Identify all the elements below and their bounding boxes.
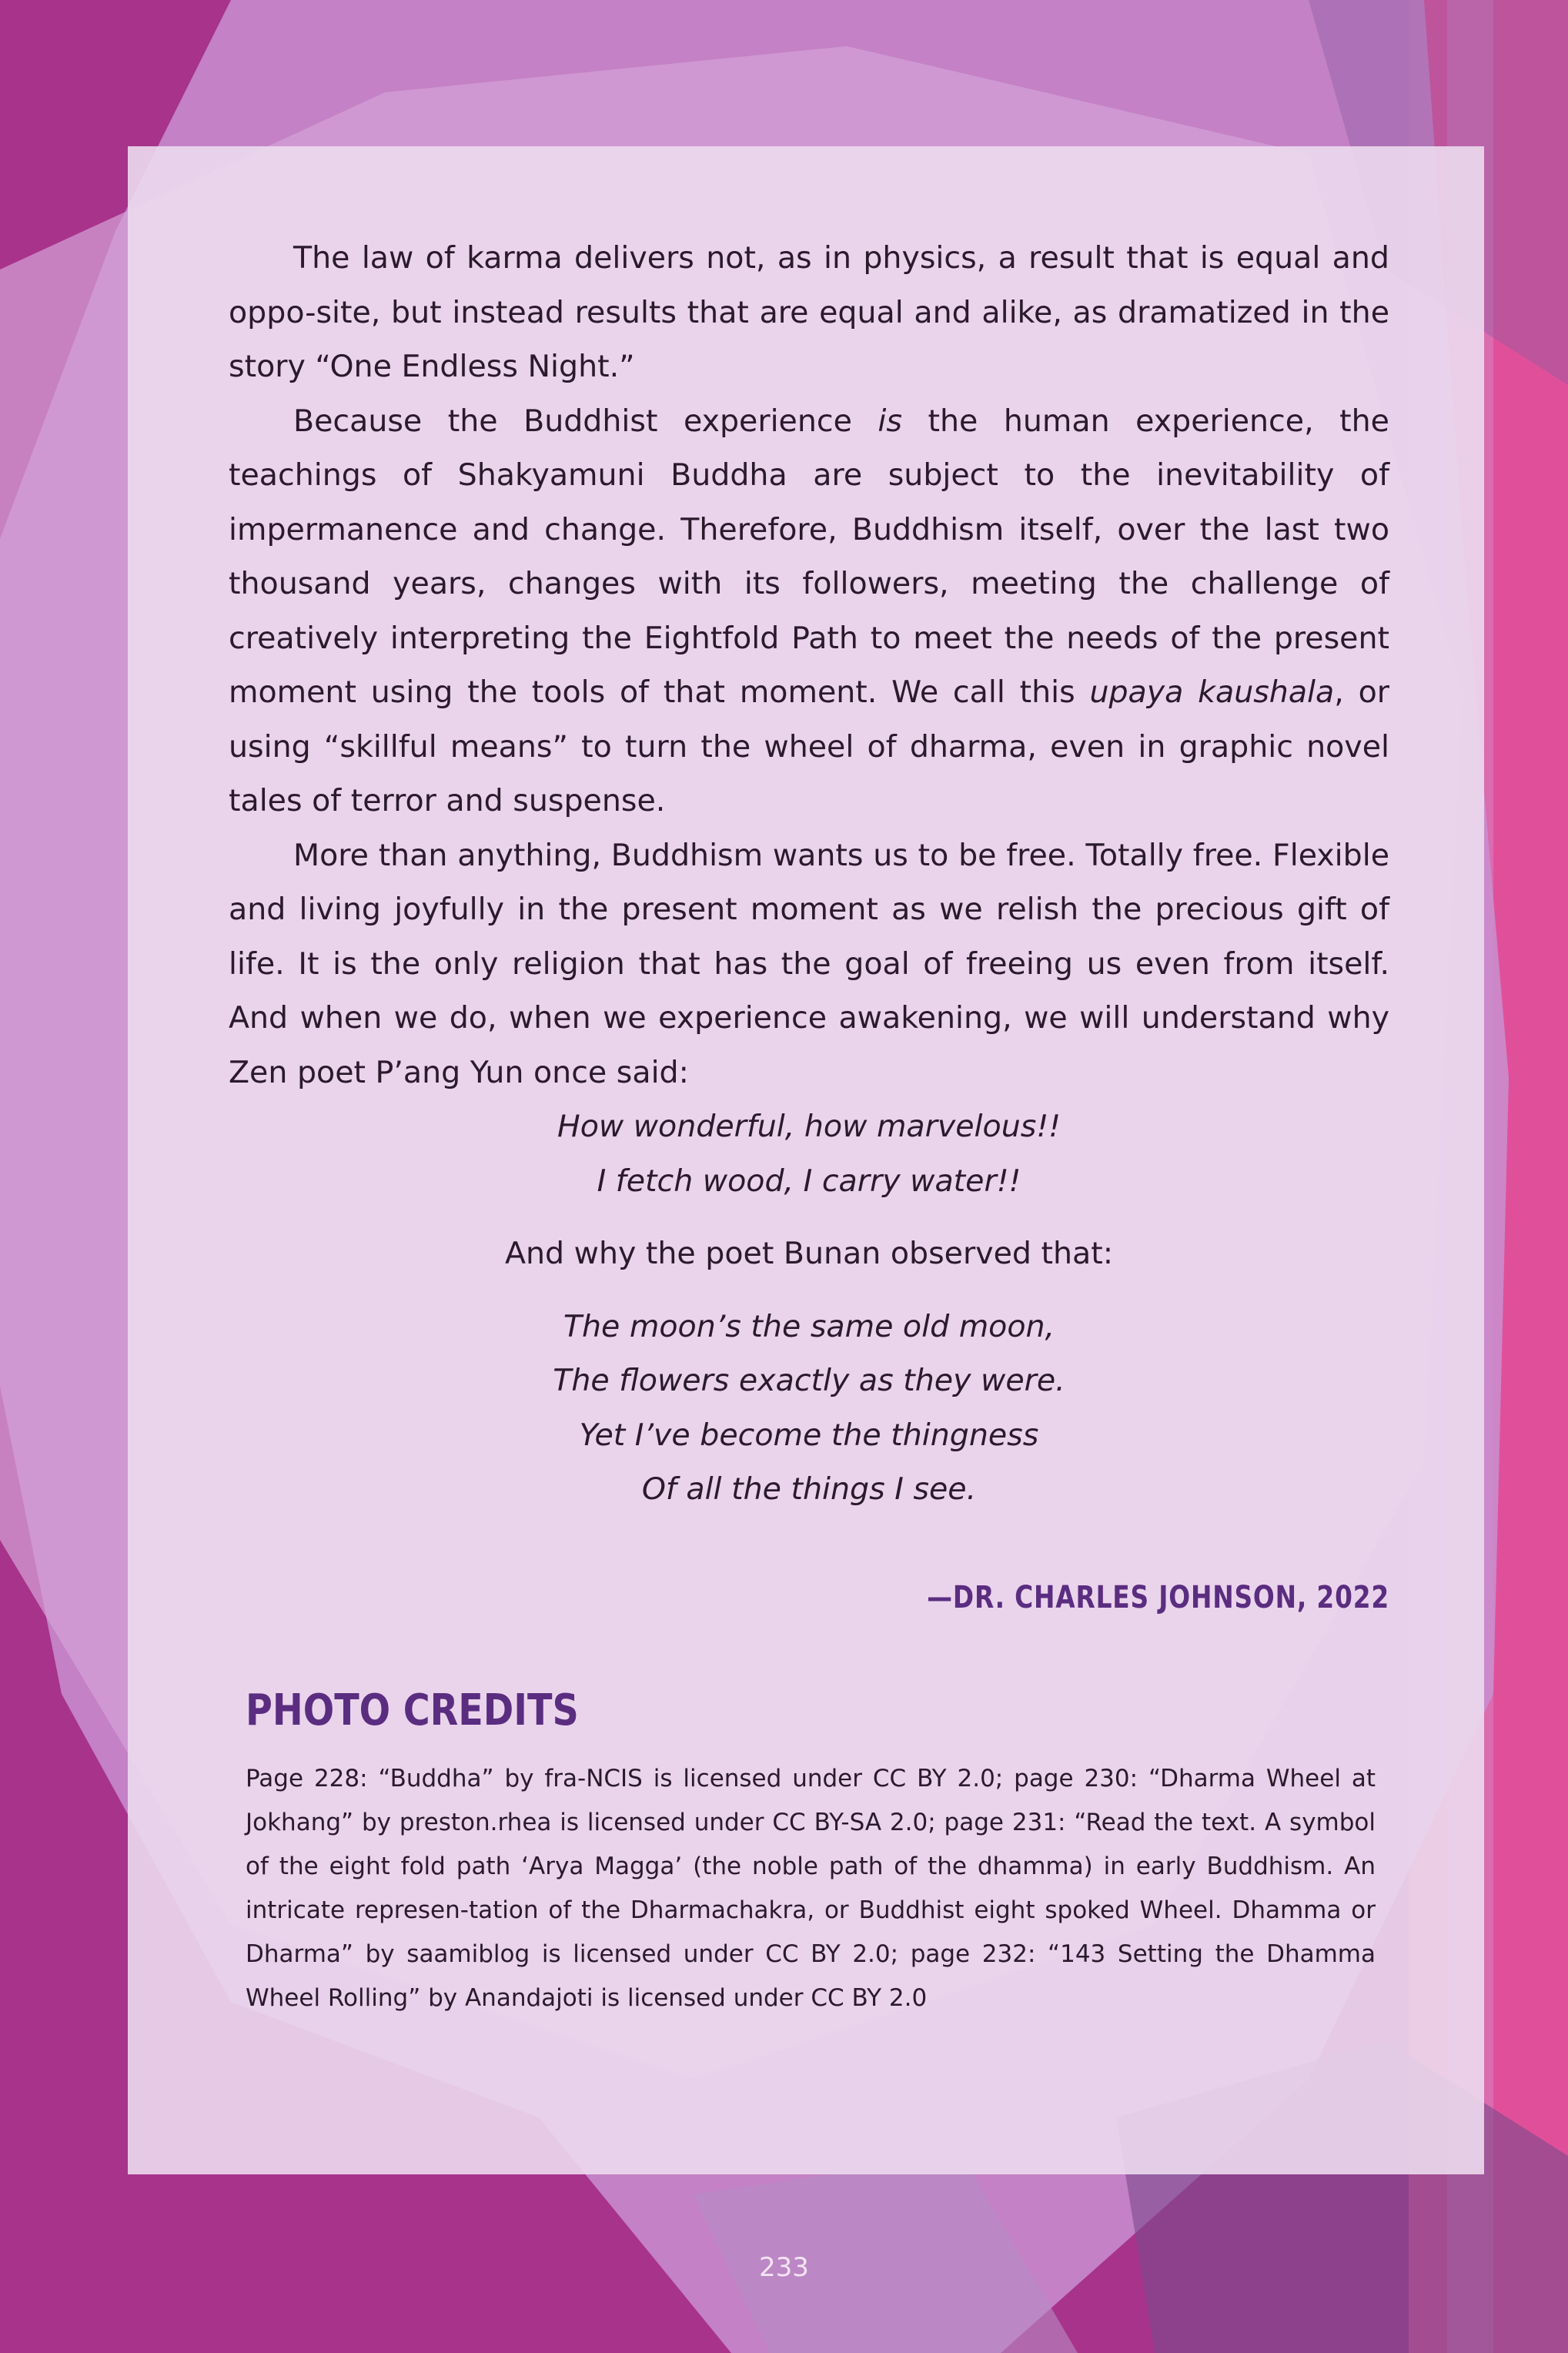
- paragraph-text: Because the Buddhist experience: [293, 403, 878, 439]
- verse-line: The moon’s the same old moon,: [563, 1308, 1055, 1344]
- emphasis-upaya-kaushala: upaya kaushala: [1089, 674, 1335, 710]
- verse-line: The flowers exactly as they were.: [553, 1363, 1065, 1398]
- author-signature: —DR. CHARLES JOHNSON, 2022: [927, 1579, 1389, 1615]
- verse-pang-yun: [229, 1100, 1389, 1208]
- verse-line: I fetch wood, I carry water!!: [597, 1163, 1021, 1199]
- verse-line: How wonderful, how marvelous!!: [557, 1109, 1061, 1144]
- paragraph-karma: The law of karma delivers not, as in physics, a result that is equal and oppo-site, but instead results that are equal and alike, as dramatized in the story “One Endless Night.”: [229, 240, 1389, 384]
- paragraph-freedom: More than anything, Buddhism wants us to be free. Totally free. Flexible and living joyfully in the present moment as we relish the precious gift of life. It is the only religion that has the goal of freeing us even from itself. And when we do, when we experience awakening, we will understand why Zen poet P’ang Yun once said:: [229, 837, 1389, 1090]
- verse-bunan: [229, 1300, 1389, 1517]
- paragraph-text: the human experience, the teachings of Shakyamuni Buddha are subject to the inevitability of impermanence and change. Therefore, Buddhism itself, over the last two thousand years, changes with its followers, meeting the challenge of creatively interpreting the Eightfold Path to meet the needs of the present moment using the tools of that moment. We call this: [229, 403, 1389, 710]
- emphasis-is: is: [878, 403, 902, 439]
- text-panel: [128, 146, 1484, 2174]
- paragraph-buddhist-experience: [229, 394, 1389, 828]
- photo-credits-heading: PHOTO CREDITS: [246, 1685, 579, 1735]
- page-number: 233: [759, 2252, 809, 2283]
- photo-credits-text: Page 228: “Buddha” by fra-NCIS is licensed under CC BY 2.0; page 230: “Dharma Wheel at Jokhang” by preston.rhea is licensed under CC BY-SA 2.0; page 231: “Read the text. A symbol of the eight fold path ‘Arya Magga’ (the noble path of the dhamma) in early Buddhism. An intricate represen-tation of the Dharmachakra, or Buddhist eight spoked Wheel. Dhamma or Dharma” by saamiblog is licensed under CC BY 2.0; page 232: “143 Setting the Dhamma Wheel Rolling” by Anandajoti is licensed under CC BY 2.0: [246, 1765, 1376, 2012]
- paragraph-text: , or using “skillful means” to turn the wheel of dharma, even in graphic novel tales of terror and suspense.: [229, 674, 1389, 818]
- verse-line: Yet I’ve become the thingness: [579, 1417, 1039, 1453]
- bridge-line: And why the poet Bunan observed that:: [504, 1236, 1114, 1271]
- verse-line: Of all the things I see.: [641, 1471, 977, 1507]
- photo-credits: [246, 1683, 1376, 2020]
- essay-body: [229, 231, 1389, 1625]
